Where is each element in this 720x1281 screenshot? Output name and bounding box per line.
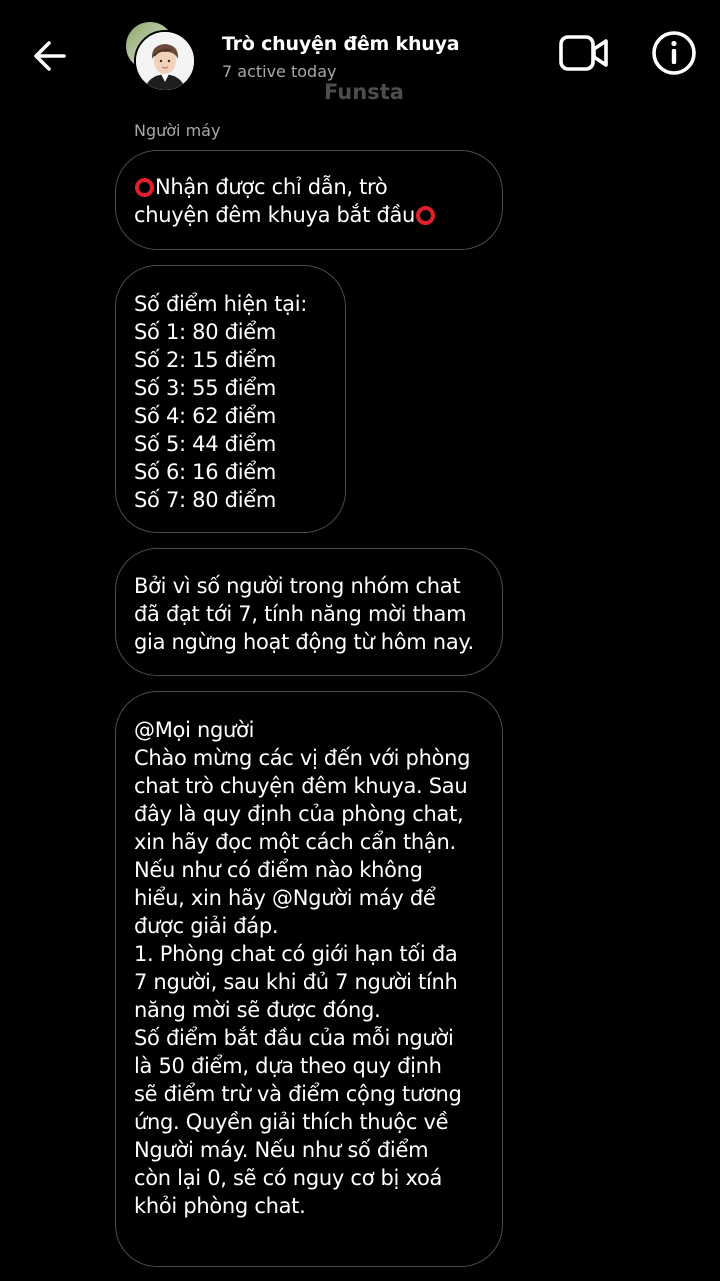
video-camera-icon[interactable] [558, 32, 610, 74]
avatar-primary [134, 30, 196, 92]
message-text: Nhận được chỉ dẫn, trò chuyện đêm khuya bắt đầu [134, 175, 416, 227]
back-arrow-icon[interactable] [30, 36, 70, 76]
message-bubble[interactable] [115, 548, 503, 676]
info-icon[interactable] [650, 29, 698, 77]
message-text: Bởi vì số người trong nhóm chat đã đạt tới 7, tính năng mời tham gia ngừng hoạt động từ hôm nay. [134, 574, 474, 654]
message-text: Số điểm hiện tại: Số 1: 80 điểm Số 2: 15 điểm Số 3: 55 điểm Số 4: 62 điểm Số 5: 44 điểm Số 6: 16 điểm Số 7: 80 điểm [134, 292, 308, 512]
message-bubble[interactable] [115, 691, 503, 1267]
group-avatar[interactable] [124, 20, 196, 92]
watermark-label: Funsta [324, 80, 404, 104]
chat-header [0, 0, 720, 112]
person-avatar-icon [136, 32, 194, 90]
message-text: @Mọi người Chào mừng các vị đến với phòng chat trò chuyện đêm khuya. Sau đây là quy định của phòng chat, xin hãy đọc một cách cẩn thận. Nếu như có điểm nào không hiểu, xin hãy @Người máy để được giải đáp. 1. Phòng chat có giới hạn tối đa 7 người, sau khi đủ 7 người tính năng mời sẽ được đóng. Số điểm bắt đầu của mỗi người là 50 điểm, dựa theo quy định sẽ điểm trừ và điểm cộng tương ứng. Quyền giải thích thuộc về Người máy. Nếu như số điểm còn lại 0, sẽ có nguy cơ bị xoá khỏi phòng chat. [134, 718, 471, 1218]
chat-title[interactable]: Trò chuyện đêm khuya [222, 33, 460, 55]
message-bubble[interactable] [115, 150, 503, 250]
active-status: 7 active today [222, 62, 337, 81]
message-bubble[interactable] [115, 265, 346, 533]
red-circle-icon [416, 206, 435, 225]
red-circle-icon [135, 178, 154, 197]
sender-name: Người máy [134, 121, 221, 140]
